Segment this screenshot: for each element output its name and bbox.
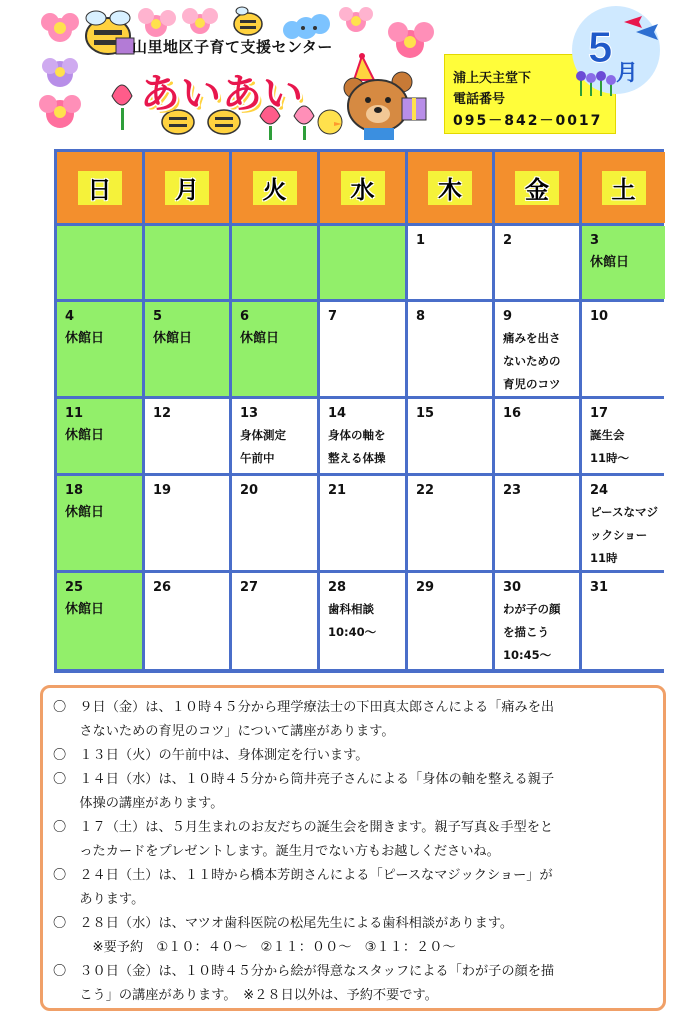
calendar-day: [145, 573, 229, 669]
weekday-label-box: [165, 171, 209, 205]
calendar-day-closed: [320, 226, 405, 299]
day-number: 28: [328, 580, 347, 595]
weekday-label-box: [78, 171, 122, 205]
day-number: 17: [590, 406, 609, 421]
calendar-day-closed: [145, 302, 229, 396]
day-number: 23: [503, 483, 522, 498]
day-number: 12: [153, 406, 172, 421]
event-text: 身体測定: [240, 428, 286, 442]
center-name: 山里地区子育て支援センター: [132, 38, 333, 56]
day-number: 24: [590, 483, 609, 498]
calendar-day: [495, 302, 579, 396]
bee-icon: [86, 11, 134, 54]
event-text: 誕生会: [590, 428, 625, 442]
note-line: ったカードをプレゼントします。誕生月でない方もお越しくださいね。: [53, 844, 500, 859]
day-number: 2: [503, 233, 513, 248]
day-number: 6: [240, 309, 250, 324]
weekday-header: [232, 152, 317, 223]
notes-box: [40, 685, 666, 1011]
note-line: 〇 １３日（火）の午前中は、身体測定を行います。: [53, 748, 369, 763]
event-text: ピースなマジ: [590, 505, 658, 519]
calendar-day-closed: [145, 226, 229, 299]
calendar-day: [582, 476, 665, 570]
calendar-day: [320, 302, 405, 396]
weekday-label-box: [341, 171, 385, 205]
day-number: 16: [503, 406, 522, 421]
event-text: 10:40～: [328, 625, 377, 639]
weekday-label: 木: [438, 176, 462, 204]
note-line: 〇 １４日（水）は、１０時４５分から筒井亮子さんによる「身体の軸を整える親子: [53, 772, 555, 787]
note-line: 〇 １７（土）は、５月生まれのお友だちの誕生会を開きます。親子写真＆手型をと: [53, 820, 554, 835]
day-number: 11: [65, 406, 84, 421]
day-number: 20: [240, 483, 259, 498]
calendar-day-closed: [232, 226, 317, 299]
calendar-day: [232, 476, 317, 570]
calendar-day: [320, 573, 405, 669]
month-badge: [566, 4, 666, 108]
event-text: 痛みを出さ: [503, 331, 561, 345]
calendar-day: [320, 476, 405, 570]
event-text: ないための: [503, 354, 561, 368]
calendar-day: [582, 573, 665, 669]
calendar-day: [408, 476, 492, 570]
note-line: こう」の講座があります。 ※２８日以外は、予約不要です。: [53, 988, 438, 1003]
flower-icon: [138, 8, 176, 37]
calendar-day: [232, 573, 317, 669]
event-text: 身体の軸を: [328, 428, 386, 442]
day-number: 4: [65, 309, 75, 324]
day-number: 14: [328, 406, 347, 421]
calendar-day: [495, 476, 579, 570]
calendar: [54, 149, 664, 673]
note-line: 〇 ２８日（水）は、マツオ歯科医院の松尾先生による歯科相談があります。: [53, 916, 514, 931]
tulip-icon: [112, 85, 132, 130]
note-line: 〇 ２４日（土）は、１１時から橋本芳朗さんによる「ピースなマジックショー」が: [53, 868, 553, 883]
day-number: 1: [416, 233, 426, 248]
calendar-day-closed: [57, 226, 142, 299]
month-number: 5: [588, 23, 613, 72]
month-suffix: 月: [616, 61, 639, 86]
day-number: 5: [153, 309, 163, 324]
weekday-label: 水: [350, 176, 375, 204]
closed-label: 休館日: [590, 255, 630, 270]
weekday-label: 金: [525, 176, 549, 204]
note-line: 体操の講座があります。: [53, 796, 224, 811]
weekday-label: 土: [611, 176, 636, 204]
note-line: 〇 ９日（金）は、１０時４５分から理学療法士の下田真太郎さんによる「痛みを出: [53, 700, 555, 715]
weekday-header: [145, 152, 229, 223]
event-text: わが子の顔: [503, 602, 561, 616]
note-line: さないための育児のコツ」について講座があります。: [53, 724, 395, 739]
day-number: 22: [416, 483, 435, 498]
day-number: 10: [590, 309, 609, 324]
page-title: あいあい: [140, 71, 304, 117]
weekday-label-box: [515, 171, 559, 205]
weekday-header: [57, 152, 142, 223]
day-number: 7: [328, 309, 338, 324]
calendar-day: [495, 573, 579, 669]
calendar-day: [145, 476, 229, 570]
calendar-day-closed: [57, 573, 142, 669]
closed-label: 休館日: [65, 428, 105, 443]
note-line: あります。: [53, 892, 145, 907]
calendar-day: [582, 399, 665, 473]
weekday-header: [495, 152, 579, 223]
closed-label: 休館日: [65, 331, 105, 346]
closed-label: 休館日: [65, 602, 105, 617]
chick-icon: [318, 110, 342, 134]
flower-icon: [39, 95, 81, 128]
day-number: 19: [153, 483, 172, 498]
bee-icon: [234, 7, 262, 35]
weekday-label-box: [602, 171, 646, 205]
weekday-label: 火: [262, 176, 287, 204]
flower-icon: [42, 58, 78, 87]
day-number: 21: [328, 483, 347, 498]
calendar-day: [320, 399, 405, 473]
day-number: 18: [65, 483, 84, 498]
calendar-day-closed: [232, 302, 317, 396]
bear-illustration: [340, 52, 440, 142]
address-text: 浦上天主堂下: [453, 71, 532, 86]
calendar-grid: [57, 152, 661, 670]
weekday-header: [320, 152, 405, 223]
calendar-day: [232, 399, 317, 473]
flower-icon: [41, 13, 79, 42]
weekday-label: 日: [87, 176, 112, 204]
calendar-day: [408, 399, 492, 473]
weekday-header: [408, 152, 492, 223]
tel-number: 095－842－0017: [453, 113, 603, 129]
weekday-header: [582, 152, 665, 223]
event-text: 整える体操: [328, 451, 386, 465]
closed-label: 休館日: [240, 331, 280, 346]
day-number: 29: [416, 580, 435, 595]
day-number: 8: [416, 309, 426, 324]
header: [0, 0, 676, 145]
calendar-day: [145, 399, 229, 473]
closed-label: 休館日: [65, 505, 105, 520]
calendar-day-closed: [57, 399, 142, 473]
month-badge-art: [566, 4, 666, 104]
day-number: 27: [240, 580, 259, 595]
weekday-label-box: [253, 171, 297, 205]
event-text: 育児のコツ: [503, 377, 561, 391]
flower-icon: [339, 7, 373, 32]
calendar-day-closed: [57, 476, 142, 570]
event-text: ックショー: [590, 528, 648, 542]
event-text: 午前中: [240, 451, 275, 465]
note-line: ※要予約 ①１０：４０～ ②１１：００～ ③１１：２０～: [53, 940, 456, 955]
event-text: 11時～: [590, 451, 630, 465]
weekday-label-box: [428, 171, 472, 205]
day-number: 13: [240, 406, 259, 421]
event-text: を描こう: [503, 625, 549, 639]
flower-icon: [182, 8, 218, 34]
tel-label: 電話番号: [453, 92, 506, 107]
calendar-day: [408, 302, 492, 396]
calendar-day-closed: [582, 226, 665, 299]
calendar-day: [408, 226, 492, 299]
event-text: 11時: [590, 551, 618, 565]
event-text: 10:45～: [503, 648, 552, 662]
note-line: 〇 ３０日（金）は、１０時４５分から絵が得意なスタッフによる「わが子の顔を描: [53, 964, 555, 979]
event-text: 歯科相談: [328, 602, 374, 616]
day-number: 3: [590, 233, 600, 248]
weekday-label: 月: [175, 176, 199, 204]
calendar-day: [495, 226, 579, 299]
day-number: 15: [416, 406, 435, 421]
calendar-day: [582, 302, 665, 396]
day-number: 30: [503, 580, 522, 595]
day-number: 31: [590, 580, 609, 595]
calendar-day: [408, 573, 492, 669]
day-number: 9: [503, 309, 513, 324]
calendar-day: [495, 399, 579, 473]
day-number: 26: [153, 580, 172, 595]
closed-label: 休館日: [153, 331, 193, 346]
day-number: 25: [65, 580, 84, 595]
calendar-day-closed: [57, 302, 142, 396]
